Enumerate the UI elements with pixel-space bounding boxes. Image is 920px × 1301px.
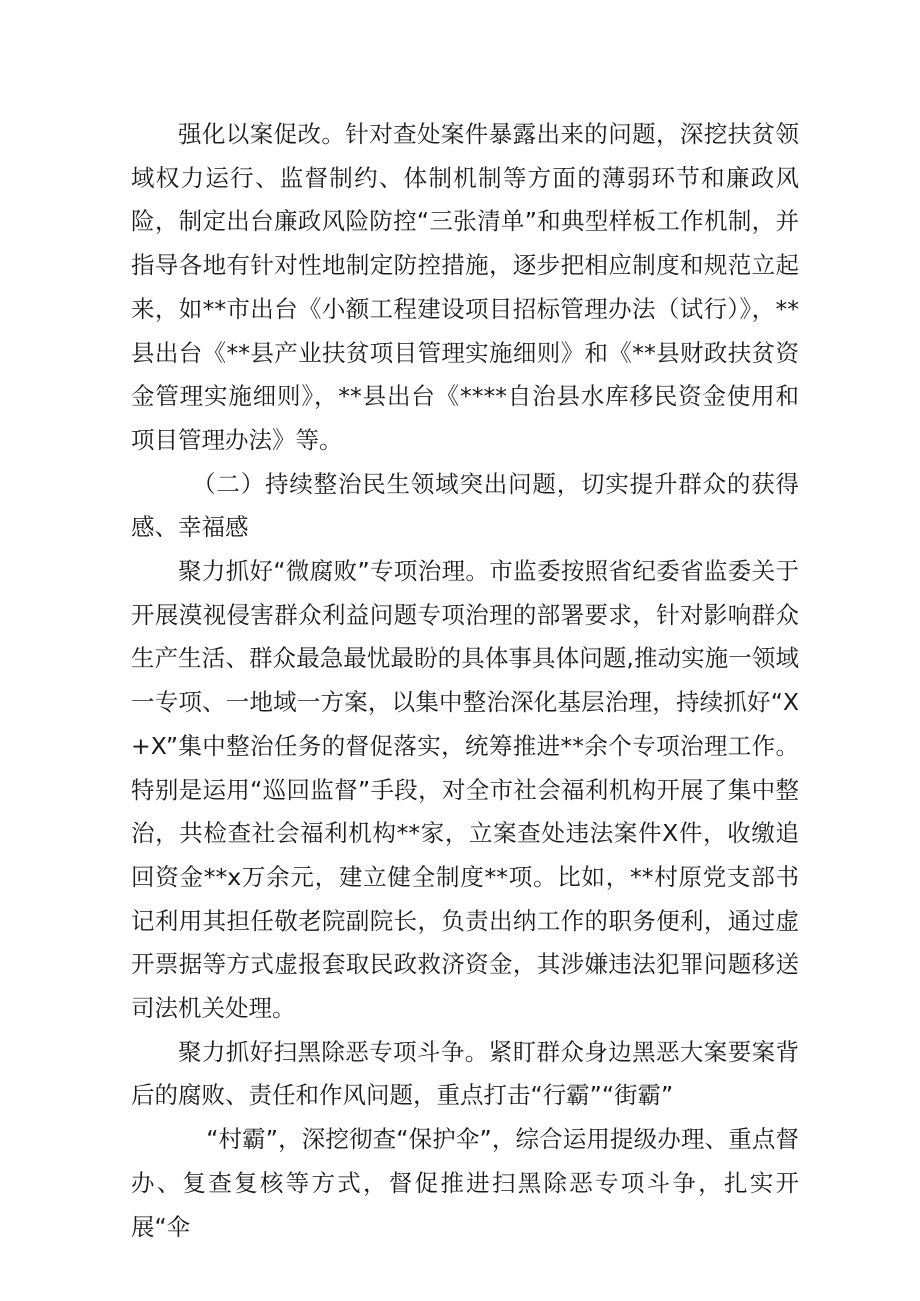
paragraph-case-reform: 强化以案促改。针对查处案件暴露出来的问题，深挖扶贫领域权力运行、监督制约、体制机制等方面的薄弱环节和廉政风险，制定出台廉政风险防控“三张清单”和典型样板工作机制，并指导各地有针对性地制定防控措施，逐步把相应制度和规范立起来，如**市出台《小额工程建设项目招标管理办法（试行）》，**县出台《**县产业扶贫项目管理实施细则》和《**县财政扶贫资金管理实施细则》，**县出台《****自治县水库移民资金使用和项目管理办法》等。 <box>131 120 799 454</box>
document-body <box>131 113 799 1249</box>
paragraph-micro-corruption: 聚力抓好“微腐败”专项治理。市监委按照省纪委省监委关于开展漠视侵害群众利益问题专项治理的部署要求，针对影响群众生产生活、群众最急最忧最盼的具体事具体问题,推动实施一领域一专项、一地域一方案，以集中整治深化基层治理，持续抓好“X+X”集中整治任务的督促落实，统筹推进**余个专项治理工作。特别是运用“巡回监督”手段，对全市社会福利机构开展了集中整治，共检查社会福利机构**家，立案查处违法案件X件，收缴追回资金**x万余元，建立健全制度**项。比如，**村原党支部书记利用其担任敬老院副院长，负责出纳工作的职务便利，通过虚开票据等方式虚报套取民政救济资金，其涉嫌违法犯罪问题移送司法机关处理。 <box>131 557 799 1023</box>
paragraph-anti-gang-continued: “村霸”，深挖彻查“保护伞”，综合运用提级办理、重点督办、复查复核等方式，督促推进扫黑除恶专项斗争，扎实开展“伞 <box>131 1125 799 1241</box>
section-heading-two: （二）持续整治民生领域突出问题，切实提升群众的获得感、幸福感 <box>131 469 799 542</box>
paragraph-anti-gang: 聚力抓好扫黑除恶专项斗争。紧盯群众身边黑恶大案要案背后的腐败、责任和作风问题，重点打击“行霸”“街霸” <box>131 1037 799 1110</box>
